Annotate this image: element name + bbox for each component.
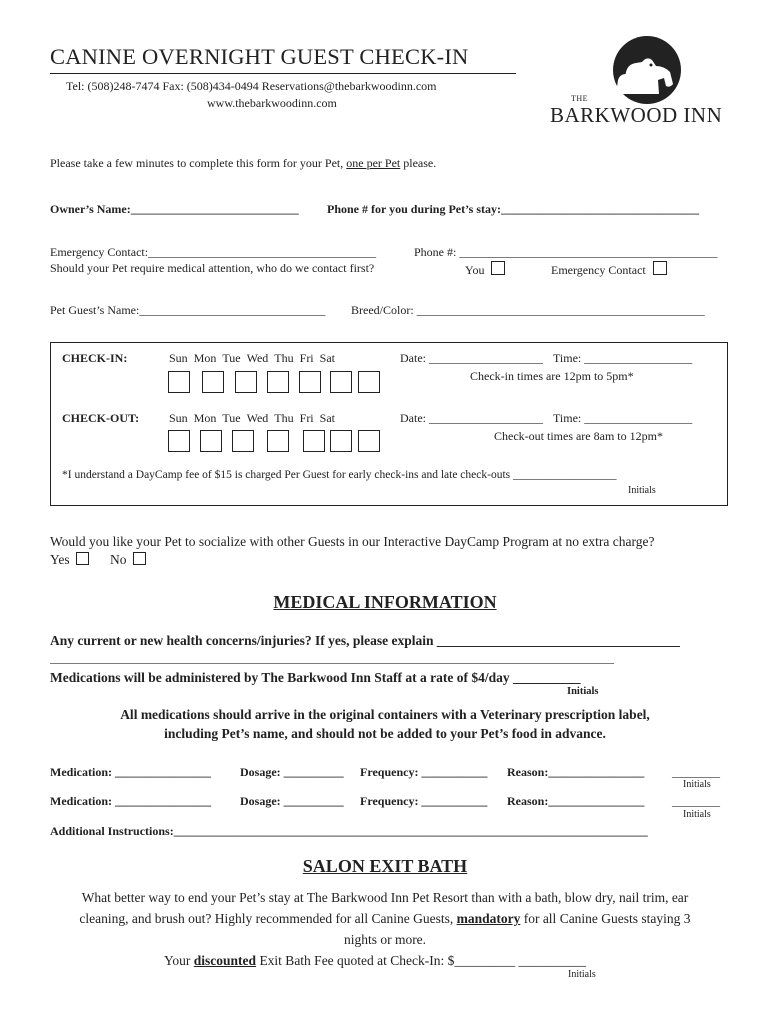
checkout-sat-checkbox[interactable] xyxy=(358,430,380,452)
medical-heading: MEDICAL INFORMATION xyxy=(273,592,497,612)
socialize-question: Would you like your Pet to socialize with other Guests in our Interactive DayCamp Program at no extra charge? xyxy=(50,534,655,549)
checkout-days: Sun Mon Tue Wed Thu Fri Sat xyxy=(169,411,335,425)
medication-notice-line2: including Pet’s name, and should not be added to your Pet’s food in advance. xyxy=(164,726,606,741)
socialize-yes-checkbox[interactable] xyxy=(76,552,89,565)
salon-text-line3: nights or more. xyxy=(343,932,427,947)
checkin-sun-checkbox[interactable] xyxy=(168,371,190,393)
checkout-note: Check-out times are 8am to 12pm* xyxy=(494,429,663,443)
checkout-sun-checkbox[interactable] xyxy=(168,430,190,452)
checkout-label: CHECK-OUT: xyxy=(62,411,140,425)
socialize-no[interactable]: No xyxy=(110,552,146,568)
initials-2-label: Initials xyxy=(683,809,711,820)
emergency-contact-field[interactable]: Emergency Contact:______________________________________ xyxy=(50,245,377,259)
owner-name-field[interactable]: Owner’s Name:____________________________ xyxy=(50,202,299,216)
checkout-wed-checkbox[interactable] xyxy=(267,430,289,452)
logo-small-text: THE xyxy=(571,94,589,103)
frequency-1-field[interactable]: Frequency: ___________ xyxy=(360,765,488,779)
initials-1-label: Initials xyxy=(683,779,711,790)
pet-name-field[interactable]: Pet Guest’s Name:_______________________________ xyxy=(50,303,326,317)
frequency-2-field[interactable]: Frequency: ___________ xyxy=(360,794,488,808)
salon-text-line1: What better way to end your Pet’s stay at The Barkwood Inn Pet Resort than with a bath, blow dry, nail trim, ear xyxy=(81,890,689,905)
checkout-tue-checkbox[interactable] xyxy=(232,430,254,452)
exit-bath-fee-field[interactable]: Your discounted Exit Bath Fee quoted at Check-In: $_________ __________ xyxy=(164,953,587,968)
intro-text: Please take a few minutes to complete this form for your Pet, one per Pet please. xyxy=(50,156,437,170)
you-checkbox[interactable] xyxy=(491,261,505,275)
checkout-thu-checkbox[interactable] xyxy=(303,430,325,452)
form-title: CANINE OVERNIGHT GUEST CHECK-IN xyxy=(50,44,469,69)
health-concerns-extra-line[interactable]: ______________________________________________________________________________________________ xyxy=(50,651,614,665)
checkin-wed-checkbox[interactable] xyxy=(267,371,289,393)
logo-name: BARKWOOD INN xyxy=(550,103,723,127)
medication-2-field[interactable]: Medication: ________________ xyxy=(50,794,211,808)
contact-line: Tel: (508)248-7474 Fax: (508)434-0494 Reservations@thebarkwoodinn.com xyxy=(66,79,437,93)
barkwood-logo xyxy=(546,36,736,126)
medical-contact-question: Should your Pet require medical attention, who do we contact first? xyxy=(50,261,375,275)
checkin-sat-checkbox[interactable] xyxy=(358,371,380,393)
title-rule xyxy=(50,73,516,74)
breed-color-field[interactable]: Breed/Color: ________________________________________________ xyxy=(351,303,705,317)
emergency-phone-field[interactable]: Phone #: ___________________________________________ xyxy=(414,245,718,259)
medication-rate-initials: Initials xyxy=(567,686,599,697)
medication-notice-line1: All medications should arrive in the original containers with a Veterinary prescription label, xyxy=(120,707,650,722)
checkout-time-field[interactable]: Time: __________________ xyxy=(553,411,693,425)
exit-bath-initials-label: Initials xyxy=(568,969,596,980)
initials-2-line[interactable]: ________ xyxy=(672,794,720,808)
daycamp-initials-label: Initials xyxy=(628,485,656,496)
emergency-contact-checkbox[interactable] xyxy=(653,261,667,275)
socialize-no-checkbox[interactable] xyxy=(133,552,146,565)
dosage-2-field[interactable]: Dosage: __________ xyxy=(240,794,344,808)
initials-1-line[interactable]: ________ xyxy=(672,765,720,779)
salon-heading: SALON EXIT BATH xyxy=(302,856,468,876)
checkin-thu-checkbox[interactable] xyxy=(299,371,321,393)
daycamp-fee-acknowledgement[interactable]: *I understand a DayCamp fee of $15 is charged Per Guest for early check-ins and late check-outs __________________ xyxy=(62,469,617,481)
checkin-tue-checkbox[interactable] xyxy=(235,371,257,393)
checkin-label: CHECK-IN: xyxy=(62,351,128,365)
health-concerns-field[interactable]: Any current or new health concerns/injuries? If yes, please explain ____________________________________ xyxy=(50,633,680,648)
salon-text-line2: cleaning, and brush out? Highly recommended for all Canine Guests, mandatory for all Canine Guests staying 3 xyxy=(79,911,691,926)
checkin-time-field[interactable]: Time: __________________ xyxy=(553,351,693,365)
checkin-days: Sun Mon Tue Wed Thu Fri Sat xyxy=(169,351,335,365)
reason-1-field[interactable]: Reason:________________ xyxy=(507,765,645,779)
checkout-date-field[interactable]: Date: ___________________ xyxy=(400,411,543,425)
checkin-fri-checkbox[interactable] xyxy=(330,371,352,393)
owner-phone-field[interactable]: Phone # for you during Pet’s stay:_________________________________ xyxy=(327,202,699,216)
option-you[interactable]: You xyxy=(465,261,505,278)
option-emergency-contact[interactable]: Emergency Contact xyxy=(551,261,667,278)
dosage-1-field[interactable]: Dosage: __________ xyxy=(240,765,344,779)
socialize-yes[interactable]: Yes xyxy=(50,552,89,568)
medication-1-field[interactable]: Medication: ________________ xyxy=(50,765,211,779)
checkin-date-field[interactable]: Date: ___________________ xyxy=(400,351,543,365)
additional-instructions-field[interactable]: Additional Instructions:_______________________________________________________________________________ xyxy=(50,824,648,838)
checkout-fri-checkbox[interactable] xyxy=(330,430,352,452)
checkout-mon-checkbox[interactable] xyxy=(200,430,222,452)
reason-2-field[interactable]: Reason:________________ xyxy=(507,794,645,808)
medication-rate-field[interactable]: Medications will be administered by The Barkwood Inn Staff at a rate of $4/day __________ xyxy=(50,670,581,685)
checkin-mon-checkbox[interactable] xyxy=(202,371,224,393)
checkin-note: Check-in times are 12pm to 5pm* xyxy=(470,369,634,383)
website-link[interactable]: www.thebarkwoodinn.com xyxy=(207,96,337,110)
